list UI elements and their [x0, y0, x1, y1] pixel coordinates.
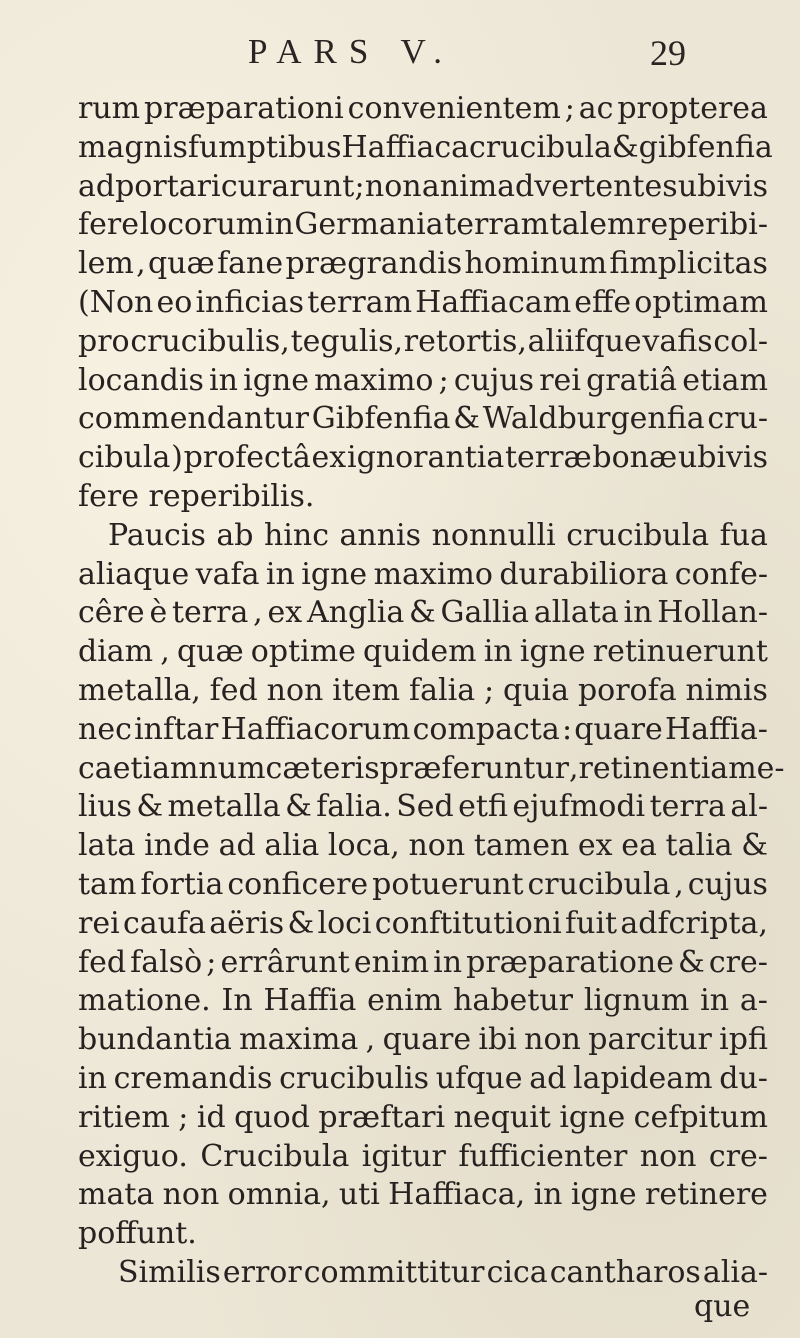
catchword: que — [694, 1289, 751, 1324]
text-line: cêre è terra , ex Anglia & Gallia allata in Hollan- — [78, 595, 768, 631]
text-line: Paucis ab hinc annis nonnulli crucibula fua — [108, 517, 768, 553]
text-line: fere locorum in Germania terram talem reperibi- — [78, 207, 768, 243]
text-line: lem , quæ fane prægrandis hominum fimplicitas — [78, 246, 768, 282]
text-line: fere reperibilis. — [78, 478, 315, 514]
text-line: bundantia maxima , quare ibi non parcitur ipfi — [78, 1022, 768, 1058]
text-line: rei caufa aëris & loci conftitutioni fuit adfcripta, — [78, 905, 768, 941]
text-line: matione. In Haffia enim habetur lignum in a- — [78, 983, 768, 1019]
running-head: PARS V. — [248, 32, 454, 71]
text-line: mata non omnia, uti Haffiaca, in igne retinere — [78, 1177, 768, 1213]
text-line: lius & metalla & falia. Sed etfi ejufmodi terra al- — [78, 789, 768, 825]
text-line: cibula ) profectâ ex ignorantia terræ bonæ ubivis — [78, 440, 768, 476]
text-line: ca etiamnum cæteris præferuntur , retinentia me- — [78, 750, 785, 786]
page-number: 29 — [650, 33, 686, 73]
text-line: aliaque vafa in igne maximo durabiliora confe- — [78, 556, 768, 592]
text-line: pro crucibulis, tegulis, retortis, aliifque vafis col- — [78, 323, 768, 359]
text-line: (Non eo inficias terram Haffiacam effe optimam — [78, 284, 768, 320]
text-line: in cremandis crucibulis ufque ad lapideam du- — [78, 1060, 768, 1096]
text-line: rum præparationi convenientem ; ac propterea — [78, 91, 768, 126]
text-line: Similis error committitur cica cantharos alia- — [118, 1254, 768, 1290]
text-line: magnis fumptibus Haffiaca crucibula & gibfenfia — [78, 129, 773, 165]
text-line: ritiem ; id quod præftari nequit igne cefpitum — [78, 1099, 768, 1135]
text-line: lata inde ad alia loca, non tamen ex ea talia & — [78, 828, 768, 864]
text-line: diam , quæ optime quidem in igne retinuerunt — [78, 634, 768, 670]
text-line: adportari curarunt ; non animadvertentes ubivis — [78, 168, 768, 204]
text-line: locandis in igne maximo ; cujus rei gratiâ etiam — [78, 362, 768, 398]
text-line: exiguo. Crucibula igitur fufficienter non cre- — [78, 1138, 768, 1174]
text-line: fed falsò ; errârunt enim in præparatione & cre- — [78, 944, 768, 980]
text-line: commendantur Gibfenfia & Waldburgenfia cru- — [78, 401, 768, 437]
text-line: nec inftar Haffiacorum compacta : quare Haffia- — [78, 711, 768, 747]
text-line: metalla, fed non item falia ; quia porofa nimis — [78, 672, 768, 708]
body-text — [78, 90, 785, 1293]
text-line: tam fortia conficere potuerunt crucibula , cujus — [78, 866, 768, 902]
text-line: poffunt. — [78, 1216, 197, 1252]
page-header — [0, 30, 800, 80]
